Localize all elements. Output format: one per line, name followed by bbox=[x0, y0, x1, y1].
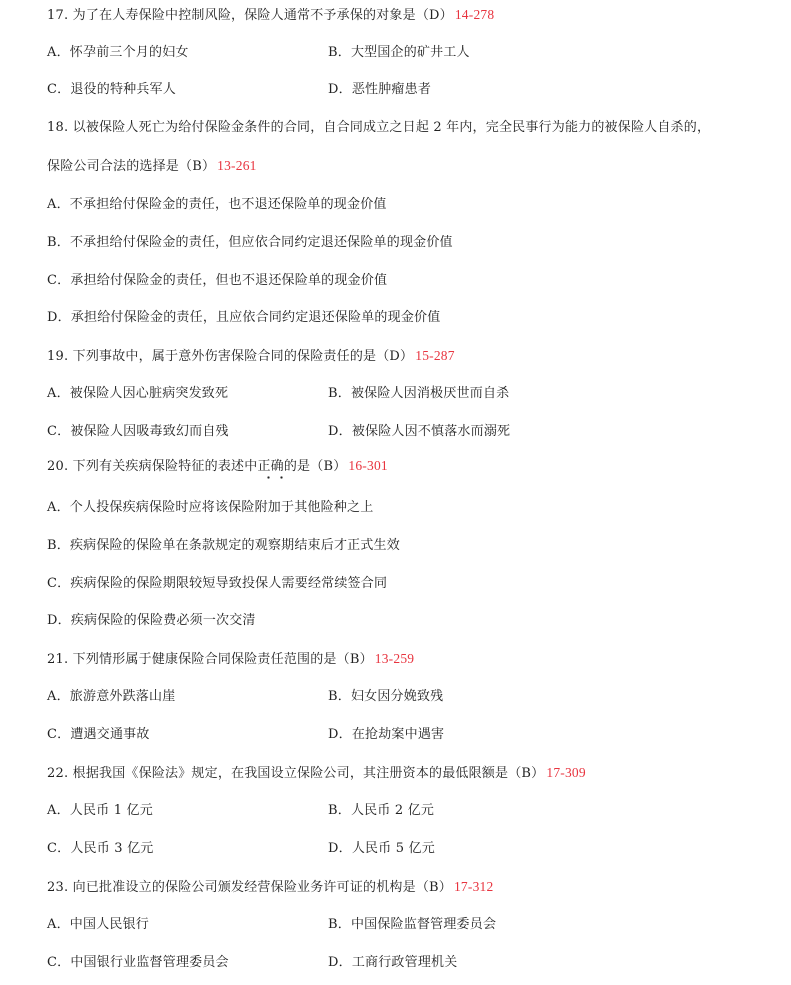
question-23-option-b: B．中国保险监督管理委员会 bbox=[328, 917, 497, 932]
page-reference: 16-301 bbox=[348, 458, 388, 473]
question-20-stem bbox=[47, 457, 388, 476]
question-21-option-c: C．遭遇交通事故 bbox=[47, 727, 150, 742]
question-20-option-b: B．疾病保险的保险单在条款规定的观察期结束后才正式生效 bbox=[47, 538, 400, 553]
question-21-option-a: A．旅游意外跌落山崖 bbox=[47, 689, 176, 704]
question-text: 保险公司合法的选择是（B） bbox=[47, 159, 216, 174]
question-number: 23. bbox=[47, 880, 69, 895]
question-number: 17. bbox=[47, 8, 69, 23]
question-21-option-b: B．妇女因分娩致残 bbox=[328, 689, 444, 704]
question-19-stem bbox=[47, 347, 455, 366]
question-23-option-a: A．中国人民银行 bbox=[47, 917, 149, 932]
question-22-option-c: C．人民币 3 亿元 bbox=[47, 841, 154, 856]
question-text: 以被保险人死亡为给付保险金条件的合同，自合同成立之日起 2 年内，完全民事行为能力的被保险人自杀的， bbox=[72, 120, 711, 135]
question-number: 20. bbox=[47, 459, 69, 474]
question-19-option-a: A．被保险人因心脏病突发致死 bbox=[47, 386, 229, 401]
question-22-stem bbox=[47, 764, 586, 783]
page-reference: 17-309 bbox=[546, 765, 586, 780]
question-number: 22. bbox=[47, 766, 69, 781]
question-20-option-d: D．疾病保险的保险费必须一次交清 bbox=[47, 613, 256, 628]
question-text-end: 的是（B） bbox=[283, 459, 347, 474]
question-number: 19. bbox=[47, 349, 69, 364]
question-text: 下列事故中，属于意外伤害保险合同的保险责任的是（D） bbox=[72, 349, 414, 364]
question-19-option-d: D．被保险人因不慎落水而溺死 bbox=[328, 424, 511, 439]
question-17-stem bbox=[47, 6, 494, 25]
question-text: 下列有关疾病保险特征的表述中 bbox=[72, 459, 258, 474]
question-17-option-a: A．怀孕前三个月的妇女 bbox=[47, 45, 189, 60]
question-23-option-d: D．工商行政管理机关 bbox=[328, 955, 458, 970]
question-20-option-c: C．疾病保险的保险期限较短导致投保人需要经常续签合同 bbox=[47, 576, 388, 591]
page-reference: 15-287 bbox=[415, 348, 455, 363]
question-text: 为了在人寿保险中控制风险，保险人通常不予承保的对象是（D） bbox=[72, 8, 453, 23]
question-17-option-d: D．恶性肿瘤患者 bbox=[328, 82, 432, 97]
question-18-option-d: D．承担给付保险金的责任，且应依合同约定退还保险单的现金价值 bbox=[47, 310, 441, 325]
question-17-option-b: B．大型国企的矿井工人 bbox=[328, 45, 470, 60]
page-reference: 17-312 bbox=[453, 879, 494, 894]
question-18-option-c: C．承担给付保险金的责任，但也不退还保险单的现金价值 bbox=[47, 273, 388, 288]
page-reference: 13-261 bbox=[217, 158, 257, 173]
question-18-stem-continued bbox=[47, 157, 257, 176]
question-18-stem bbox=[47, 119, 710, 137]
question-21-option-d: D．在抢劫案中遇害 bbox=[328, 727, 445, 742]
question-23-stem bbox=[47, 878, 493, 897]
question-number: 21. bbox=[47, 652, 69, 667]
question-22-option-d: D．人民币 5 亿元 bbox=[328, 841, 435, 856]
question-21-stem bbox=[47, 650, 414, 669]
emphasized-word: 正确 bbox=[257, 459, 284, 474]
question-17-option-c: C．退役的特种兵军人 bbox=[47, 82, 176, 97]
question-22-option-b: B．人民币 2 亿元 bbox=[328, 803, 435, 818]
question-text: 下列情形属于健康保险合同保险责任范围的是（B） bbox=[72, 652, 373, 667]
question-20-option-a: A．个人投保疾病保险时应将该保险附加于其他险种之上 bbox=[47, 500, 374, 515]
question-23-option-c: C．中国银行业监督管理委员会 bbox=[47, 955, 229, 970]
question-number: 18. bbox=[47, 120, 69, 135]
question-18-option-a: A．不承担给付保险金的责任，也不退还保险单的现金价值 bbox=[47, 197, 387, 212]
question-19-option-b: B．被保险人因消极厌世而自杀 bbox=[328, 386, 510, 401]
question-text: 根据我国《保险法》规定，在我国设立保险公司，其注册资本的最低限额是（B） bbox=[72, 766, 545, 781]
question-19-option-c: C．被保险人因吸毒致幻而自残 bbox=[47, 424, 229, 439]
page-reference: 13-259 bbox=[374, 651, 415, 666]
question-text: 向已批准设立的保险公司颁发经营保险业务许可证的机构是（B） bbox=[72, 880, 452, 895]
question-18-option-b: B．不承担给付保险金的责任，但应依合同约定退还保险单的现金价值 bbox=[47, 235, 453, 250]
page-reference: 14-278 bbox=[454, 7, 495, 22]
question-22-option-a: A．人民币 1 亿元 bbox=[47, 803, 153, 818]
